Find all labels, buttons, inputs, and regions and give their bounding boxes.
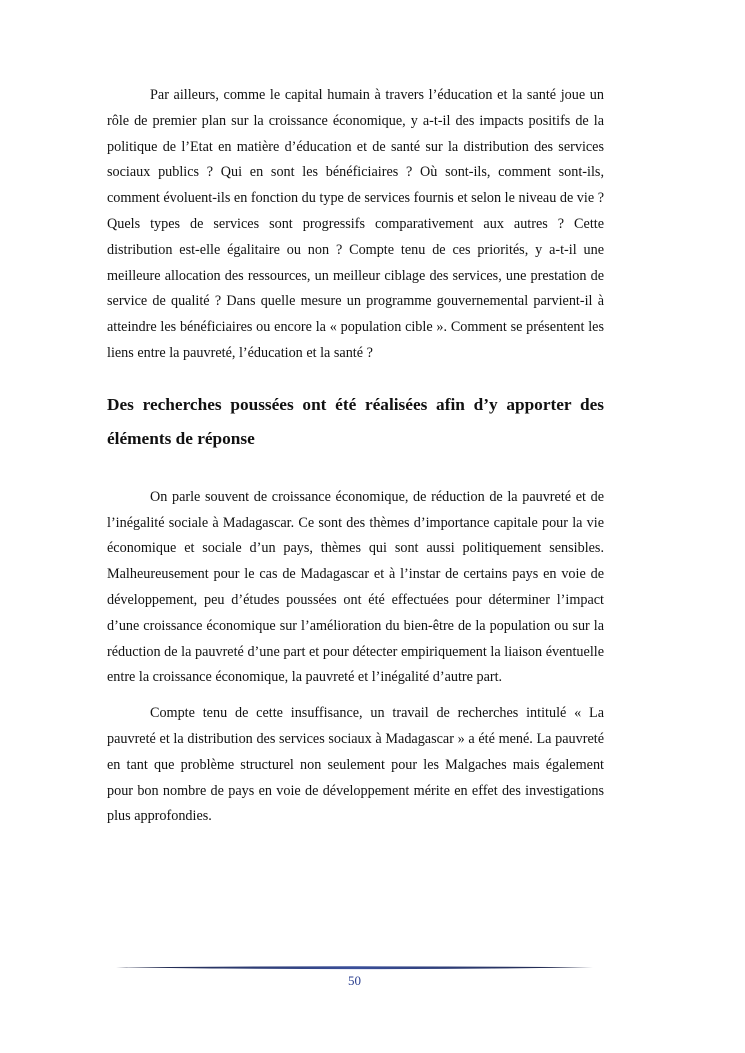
footer-rule <box>116 965 593 971</box>
page-number: 50 <box>348 973 361 988</box>
paragraph-context: On parle souvent de croissance économique, de réduction de la pauvreté et de l’inégalité sociale à Madagascar. Ce sont des thèmes d’importance capitale pour la vie économique et sociale d’un pays, thèmes qui sont aussi politiquement sensibles. Malheureusement pour le cas de Madagascar et à l’instar de certains pays en voie de développement, peu d’études poussées ont été effectuées pour déterminer l’impact d’une croissance économique sur l’amélioration du bien-être de la population ou sur la réduction de la pauvreté d’une part et pour détecter empiriquement la liaison éventuelle entre la croissance économique, la pauvreté et l’inégalité d’autre part. <box>107 488 604 686</box>
paragraph-questions: Par ailleurs, comme le capital humain à travers l’éducation et la santé joue un rôle de premier plan sur la croissance économique, y a-t-il des impacts positifs de la politique de l’Etat en matière d’éducation et de santé sur la distribution des services sociaux publics ? Qui en sont les bénéficiaires ? Où sont-ils, comment sont-ils, comment évoluent-ils en fonction du type de services fournis et selon le niveau de vie ? Quels types de services sont progressifs comparativement aux autres ? Cette distribution est-elle égalitaire ou non ? Compte tenu de ces priorités, y a-t-il une meilleure allocation des ressources, un meilleur ciblage des services, une prestation de service de qualité ? Dans quelle mesure un programme gouvernemental parvient-il à atteindre les bénéficiaires ou encore la « population cible ». Comment se présentent les liens entre la pauvreté, l’éducation et la santé ? <box>107 87 604 361</box>
paragraph-research: Compte tenu de cette insuffisance, un travail de recherches intitulé « La pauvreté et la distribution des services sociaux à Madagascar » a été mené. La pauvreté en tant que problème structurel non seulement pour les Malgaches mais également pour bon nombre de pays en voie de développement mérite en effet des investigations plus approfondies. <box>107 705 604 825</box>
section-heading: Des recherches poussées ont été réalisées afin d’y apporter des éléments de réponse <box>107 394 604 448</box>
page-body <box>107 83 604 830</box>
